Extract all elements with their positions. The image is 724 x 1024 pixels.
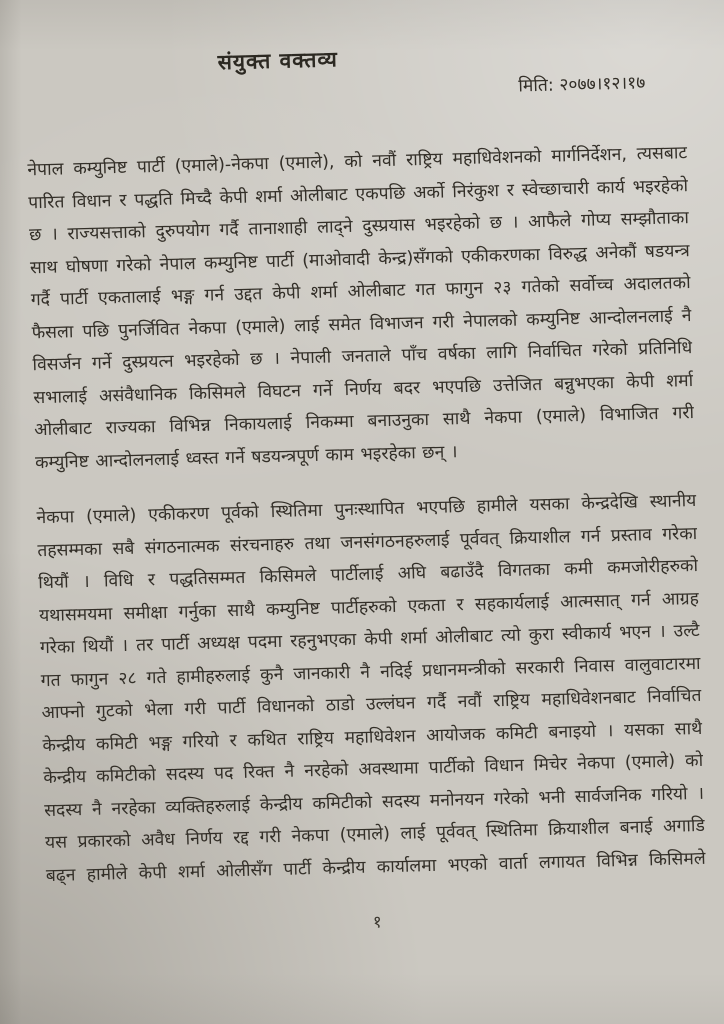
text-line: यस प्रकारको अवैध निर्णय रद्द गरी नेकपा (एमाले) लाई पूर्ववत् स्थितिमा क्रियाशील बनाई अगाडि bbox=[44, 815, 706, 854]
page-number: १ bbox=[372, 912, 382, 933]
paper-sheet bbox=[24, 35, 707, 941]
text-line: सदस्य नै नरहेका व्यक्तिहरुलाई केन्द्रीय कमिटीको सदस्य मनोनयन गरेको भनी सार्वजनिक गरियो । bbox=[43, 783, 705, 821]
text-line: ओलीबाट राज्यका विभिन्न निकायलाई निकम्मा बनाउनुका साथै नेकपा (एमाले) विभाजित गरी bbox=[33, 403, 695, 441]
text-line: गर्दै पार्टी एकतालाई भङ्ग गर्न उद्दत केपी शर्मा ओलीबाट गत फागुन २३ गतेको सर्वोच्च अदालतको bbox=[30, 273, 691, 311]
text-line: तहसम्मका सबै संगठनात्मक संरचनाहरु तथा जनसंगठनहरुलाई पूर्ववत् क्रियाशील गर्न प्रस्ताव गरेका bbox=[37, 523, 698, 561]
text-line: आफ्नो गुटको भेला गरी पार्टी विधानको ठाडो उल्लंघन गर्दै नवौं राष्ट्रिय महाधिवेशनबाट निर्वाचित bbox=[41, 685, 702, 724]
text-line: केन्द्रीय कमिटीको सदस्य पद रिक्त नै नरहेको अवस्थामा पार्टीको विधान मिचेर नेकपा (एमाले) को bbox=[43, 750, 704, 789]
text-line: नेपाल कम्युनिष्ट पार्टी (एमाले)-नेकपा (एमाले), को नवौं राष्ट्रिय महाधिवेशनको मार्गनिर्देशन, त्यसबाट bbox=[27, 143, 688, 181]
text-line: सभालाई असंवैधानिक किसिमले विघटन गर्ने निर्णय बदर भएपछि उत्तेजित बन्नुभएका केपी शर्मा bbox=[33, 370, 694, 408]
text-line: केन्द्रीय कमिटी भङ्ग गरियो र कथित राष्ट्रिय महाधिवेशन आयोजक कमिटी बनाइयो । यसका साथै bbox=[42, 718, 703, 756]
text-line: नेकपा (एमाले) एकीकरण पूर्वको स्थितिमा पुनःस्थापित भएपछि हामीले यसका केन्द्रदेखि स्थानीय bbox=[36, 490, 697, 529]
text-line: पारित विधान र पद्धति मिच्दै केपी शर्मा ओलीबाट एकपछि अर्को निरंकुश र स्वेच्छाचारी कार्य भइरहेको bbox=[28, 175, 689, 213]
document-date: मिति: २०७७।१२।१७ bbox=[518, 73, 646, 97]
text-line: फैसला पछि पुनर्जिवित नेकपा (एमाले) लाई समेत विभाजन गरी नेपालको कम्युनिष्ट आन्दोलनलाई नै bbox=[31, 305, 692, 343]
text-line: छ । राज्यसत्ताको दुरुपयोग गर्दै तानाशाही लाद्ने दुस्प्रयास भइरहेको छ । आफैले गोप्य सम्झौताका bbox=[28, 208, 690, 246]
text-line: विसर्जन गर्ने दुस्प्रयत्न भइरहेको छ । नेपाली जनताले पाँच वर्षका लागि निर्वाचित गरेको प्रतिनिधि bbox=[32, 338, 693, 376]
text-line: गरेका थियौं । तर पार्टी अध्यक्ष पदमा रहनुभएका केपी शर्मा ओलीबाट त्यो कुरा स्वीकार्य भएन । उल्टै bbox=[39, 620, 700, 659]
text-line: बढ्न हामीले केपी शर्मा ओलीसँग पार्टी केन्द्रीय कार्यालमा भएको वार्ता लगायत विभिन्न किसिमले bbox=[45, 848, 706, 886]
text-line: साथ घोषणा गरेको नेपाल कम्युनिष्ट पार्टी (माओवादी केन्द्र)सँगको एकीकरणका विरुद्ध अनेकौं षडयन्त्र bbox=[29, 240, 691, 278]
paragraph-1 bbox=[27, 137, 695, 479]
paragraph-2 bbox=[36, 485, 706, 892]
text-line: गत फागुन २८ गते हामीहरुलाई कुनै जानकारी नै नदिई प्रधानमन्त्रीको सरकारी निवास वालुवाटारमा bbox=[40, 653, 701, 691]
text-line: थियौं । विधि र पद्धतिसम्मत किसिमले पार्टीलाई अघि बढाउँदै विगतका कमी कमजोरीहरुको bbox=[37, 555, 699, 594]
text-line: यथासमयमा समीक्षा गर्नुका साथै कम्युनिष्ट पार्टीहरुको एकता र सहकार्यलाई आत्मसात् गर्न आग्रह bbox=[38, 588, 700, 626]
document-title: संयुक्त वक्तव्य bbox=[217, 47, 339, 75]
text-line: कम्युनिष्ट आन्दोलनलाई ध्वस्त गर्ने षडयन्त्रपूर्ण काम भइरहेका छन् । bbox=[34, 441, 458, 473]
